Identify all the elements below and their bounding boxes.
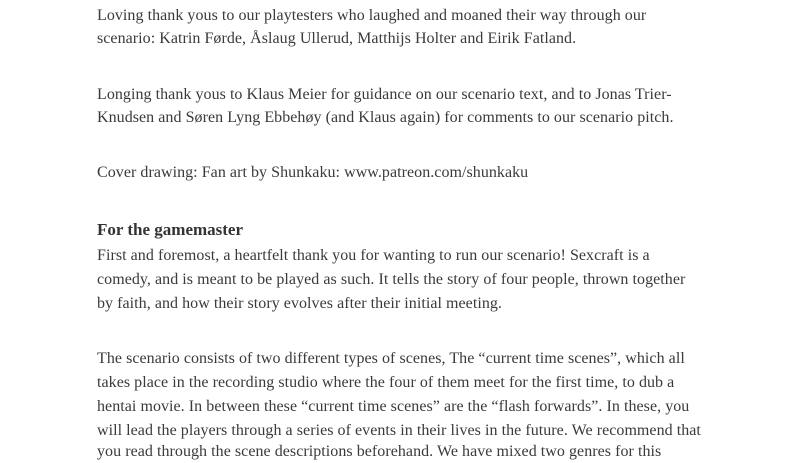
paragraph-playtesters-line-2: scenario: Katrin Førde, Åslaug Ullerud, Matthijs Holter and Eirik Fatland. <box>97 30 577 47</box>
paragraph-guidance-line-2: Knudsen and Søren Lyng Ebbehøy (and Klaus again) for comments to our scenario pitch. <box>97 109 674 126</box>
paragraph-intro-line-2: comedy, and is meant to be played as such. It tells the story of four people, thrown together <box>97 271 686 288</box>
paragraph-scenes-line-1: The scenario consists of two different types of scenes, The “current time scenes”, which all <box>97 350 685 367</box>
paragraph-guidance-line-1: Longing thank yous to Klaus Meier for guidance on our scenario text, and to Jonas Trier- <box>97 86 672 103</box>
paragraph-scenes-line-4: will lead the players through a series of events in their lives in the future. We recommend that <box>97 422 701 439</box>
paragraph-scenes-line-2: takes place in the recording studio where the four of them meet for the first time, to dub a <box>97 374 675 391</box>
paragraph-playtesters-line-1: Loving thank yous to our playtesters who laughed and moaned their way through our <box>97 7 647 24</box>
paragraph-intro-line-1: First and foremost, a heartfelt thank you for wanting to run our scenario! Sexcraft is a <box>97 247 650 264</box>
paragraph-intro-line-3: by faith, and how their story evolves after their initial meeting. <box>97 295 502 312</box>
paragraph-scenes-line-5: you read through the scene descriptions beforehand. We have mixed two genres for this <box>97 443 662 460</box>
paragraph-cover-credit: Cover drawing: Fan art by Shunkaku: www.patreon.com/shunkaku <box>97 164 529 181</box>
section-heading: For the gamemaster <box>97 220 244 239</box>
paragraph-scenes-line-3: hentai movie. In between these “current time scenes” are the “flash forwards”. In these, you <box>97 398 690 415</box>
